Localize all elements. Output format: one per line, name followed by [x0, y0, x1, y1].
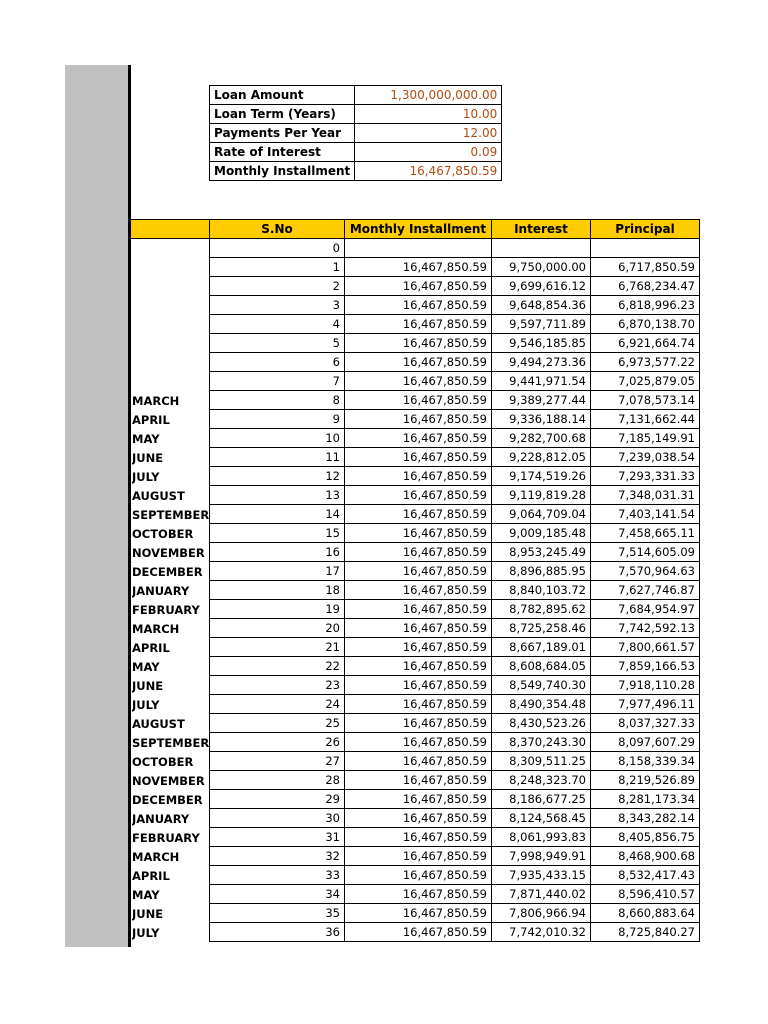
cell-sno: 24 — [210, 695, 345, 714]
table-row — [210, 657, 700, 676]
month-label: OCTOBER — [132, 755, 194, 769]
cell-installment: 16,467,850.59 — [345, 467, 492, 486]
cell-interest: 8,370,243.30 — [492, 733, 591, 752]
cell-installment: 16,467,850.59 — [345, 733, 492, 752]
table-row — [210, 562, 700, 581]
cell-principal: 6,921,664.74 — [591, 334, 700, 353]
cell-installment: 16,467,850.59 — [345, 562, 492, 581]
cell-interest: 8,430,523.26 — [492, 714, 591, 733]
cell-interest: 8,608,684.05 — [492, 657, 591, 676]
summary-value: 10.00 — [355, 105, 502, 124]
table-row — [210, 695, 700, 714]
summary-value: 16,467,850.59 — [355, 162, 502, 181]
cell-interest: 9,699,616.12 — [492, 277, 591, 296]
cell-principal — [591, 239, 700, 258]
month-label: JUNE — [132, 451, 164, 465]
cell-principal: 8,725,840.27 — [591, 923, 700, 942]
cell-interest: 9,389,277.44 — [492, 391, 591, 410]
month-label: FEBRUARY — [132, 603, 200, 617]
amortization-table — [209, 219, 700, 942]
cell-sno: 9 — [210, 410, 345, 429]
cell-interest: 9,546,185.85 — [492, 334, 591, 353]
summary-label: Loan Term (Years) — [210, 105, 355, 124]
cell-installment: 16,467,850.59 — [345, 334, 492, 353]
cell-sno: 5 — [210, 334, 345, 353]
cell-sno: 26 — [210, 733, 345, 752]
cell-principal: 7,514,605.09 — [591, 543, 700, 562]
cell-interest: 8,667,189.01 — [492, 638, 591, 657]
month-label: NOVEMBER — [132, 774, 205, 788]
cell-installment: 16,467,850.59 — [345, 600, 492, 619]
cell-sno: 14 — [210, 505, 345, 524]
month-label: MARCH — [132, 850, 180, 864]
cell-sno: 27 — [210, 752, 345, 771]
column-divider — [128, 65, 131, 947]
month-label: AUGUST — [132, 717, 185, 731]
table-row — [210, 885, 700, 904]
month-labels — [132, 240, 210, 943]
cell-installment: 16,467,850.59 — [345, 581, 492, 600]
cell-principal: 7,800,661.57 — [591, 638, 700, 657]
cell-principal: 6,870,138.70 — [591, 315, 700, 334]
cell-installment: 16,467,850.59 — [345, 695, 492, 714]
cell-installment: 16,467,850.59 — [345, 543, 492, 562]
table-row — [210, 733, 700, 752]
month-label: JANUARY — [132, 812, 190, 826]
cell-interest: 9,119,819.28 — [492, 486, 591, 505]
table-row — [210, 847, 700, 866]
cell-sno: 2 — [210, 277, 345, 296]
table-row — [210, 771, 700, 790]
summary-value: 0.09 — [355, 143, 502, 162]
table-row — [210, 714, 700, 733]
col-header-interest: Interest — [492, 220, 591, 239]
cell-principal: 7,239,038.54 — [591, 448, 700, 467]
table-row — [210, 600, 700, 619]
cell-principal: 7,684,954.97 — [591, 600, 700, 619]
table-row — [210, 752, 700, 771]
cell-interest: 8,782,895.62 — [492, 600, 591, 619]
cell-interest — [492, 239, 591, 258]
table-row — [210, 904, 700, 923]
month-label: SEPTEMBER — [132, 736, 210, 750]
cell-installment: 16,467,850.59 — [345, 410, 492, 429]
cell-sno: 21 — [210, 638, 345, 657]
cell-sno: 0 — [210, 239, 345, 258]
cell-sno: 28 — [210, 771, 345, 790]
cell-interest: 9,336,188.14 — [492, 410, 591, 429]
cell-principal: 6,717,850.59 — [591, 258, 700, 277]
cell-installment: 16,467,850.59 — [345, 638, 492, 657]
cell-installment: 16,467,850.59 — [345, 847, 492, 866]
cell-interest: 7,742,010.32 — [492, 923, 591, 942]
cell-interest: 7,806,966.94 — [492, 904, 591, 923]
cell-sno: 3 — [210, 296, 345, 315]
table-row — [210, 809, 700, 828]
cell-principal: 7,131,662.44 — [591, 410, 700, 429]
cell-principal: 8,097,607.29 — [591, 733, 700, 752]
col-header-installment: Monthly Installment — [345, 220, 492, 239]
month-label — [132, 259, 210, 278]
cell-principal: 8,405,856.75 — [591, 828, 700, 847]
table-row — [210, 239, 700, 258]
table-row — [210, 277, 700, 296]
summary-row — [210, 143, 502, 162]
cell-sno: 17 — [210, 562, 345, 581]
month-label — [132, 354, 210, 373]
month-label: JULY — [132, 926, 160, 940]
summary-row — [210, 124, 502, 143]
cell-sno: 32 — [210, 847, 345, 866]
cell-installment: 16,467,850.59 — [345, 790, 492, 809]
month-label: MAY — [132, 432, 160, 446]
cell-principal: 7,293,331.33 — [591, 467, 700, 486]
cell-principal: 7,458,665.11 — [591, 524, 700, 543]
cell-installment: 16,467,850.59 — [345, 657, 492, 676]
cell-principal: 7,570,964.63 — [591, 562, 700, 581]
cell-principal: 8,660,883.64 — [591, 904, 700, 923]
cell-interest: 7,935,433.15 — [492, 866, 591, 885]
month-label: APRIL — [132, 869, 170, 883]
cell-installment: 16,467,850.59 — [345, 372, 492, 391]
cell-principal: 8,037,327.33 — [591, 714, 700, 733]
month-label: NOVEMBER — [132, 546, 205, 560]
cell-installment: 16,467,850.59 — [345, 296, 492, 315]
cell-principal: 7,025,879.05 — [591, 372, 700, 391]
cell-principal: 7,348,031.31 — [591, 486, 700, 505]
cell-sno: 25 — [210, 714, 345, 733]
cell-installment: 16,467,850.59 — [345, 315, 492, 334]
summary-row — [210, 105, 502, 124]
cell-principal: 8,281,173.34 — [591, 790, 700, 809]
cell-sno: 23 — [210, 676, 345, 695]
cell-interest: 8,953,245.49 — [492, 543, 591, 562]
cell-installment: 16,467,850.59 — [345, 277, 492, 296]
table-row — [210, 334, 700, 353]
cell-sno: 19 — [210, 600, 345, 619]
cell-principal: 7,742,592.13 — [591, 619, 700, 638]
month-label — [132, 240, 210, 259]
month-label: DECEMBER — [132, 565, 203, 579]
month-label: JULY — [132, 470, 160, 484]
summary-value: 1,300,000,000.00 — [355, 86, 502, 105]
cell-interest: 9,282,700.68 — [492, 429, 591, 448]
cell-installment: 16,467,850.59 — [345, 676, 492, 695]
cell-installment: 16,467,850.59 — [345, 885, 492, 904]
cell-interest: 8,124,568.45 — [492, 809, 591, 828]
month-label — [132, 316, 210, 335]
cell-sno: 1 — [210, 258, 345, 277]
month-label: FEBRUARY — [132, 831, 200, 845]
month-label: SEPTEMBER — [132, 508, 210, 522]
cell-sno: 10 — [210, 429, 345, 448]
summary-label: Monthly Installment — [210, 162, 355, 181]
cell-sno: 4 — [210, 315, 345, 334]
cell-interest: 8,186,677.25 — [492, 790, 591, 809]
cell-sno: 35 — [210, 904, 345, 923]
summary-label: Rate of Interest — [210, 143, 355, 162]
cell-principal: 7,627,746.87 — [591, 581, 700, 600]
cell-installment: 16,467,850.59 — [345, 809, 492, 828]
summary-label: Loan Amount — [210, 86, 355, 105]
month-label: APRIL — [132, 641, 170, 655]
header-band — [131, 219, 210, 239]
month-label: JANUARY — [132, 584, 190, 598]
cell-interest: 8,248,323.70 — [492, 771, 591, 790]
summary-row — [210, 162, 502, 181]
cell-sno: 18 — [210, 581, 345, 600]
cell-sno: 16 — [210, 543, 345, 562]
col-header-principal: Principal — [591, 220, 700, 239]
cell-interest: 8,840,103.72 — [492, 581, 591, 600]
table-row — [210, 828, 700, 847]
cell-interest: 9,009,185.48 — [492, 524, 591, 543]
cell-installment: 16,467,850.59 — [345, 828, 492, 847]
cell-installment: 16,467,850.59 — [345, 866, 492, 885]
row-header-gutter — [65, 65, 129, 947]
cell-interest: 9,064,709.04 — [492, 505, 591, 524]
summary-row — [210, 86, 502, 105]
cell-interest: 8,725,258.46 — [492, 619, 591, 638]
cell-installment: 16,467,850.59 — [345, 904, 492, 923]
table-row — [210, 676, 700, 695]
cell-sno: 36 — [210, 923, 345, 942]
table-row — [210, 866, 700, 885]
cell-installment — [345, 239, 492, 258]
cell-installment: 16,467,850.59 — [345, 771, 492, 790]
cell-principal: 6,768,234.47 — [591, 277, 700, 296]
cell-interest: 9,750,000.00 — [492, 258, 591, 277]
month-label: OCTOBER — [132, 527, 194, 541]
table-row — [210, 790, 700, 809]
cell-sno: 31 — [210, 828, 345, 847]
cell-principal: 7,403,141.54 — [591, 505, 700, 524]
cell-interest: 8,490,354.48 — [492, 695, 591, 714]
month-label: MAY — [132, 888, 160, 902]
table-row — [210, 448, 700, 467]
cell-sno: 29 — [210, 790, 345, 809]
cell-interest: 9,174,519.26 — [492, 467, 591, 486]
cell-installment: 16,467,850.59 — [345, 505, 492, 524]
cell-interest: 9,494,273.36 — [492, 353, 591, 372]
cell-installment: 16,467,850.59 — [345, 353, 492, 372]
cell-installment: 16,467,850.59 — [345, 486, 492, 505]
table-row — [210, 923, 700, 942]
table-row — [210, 258, 700, 277]
cell-installment: 16,467,850.59 — [345, 923, 492, 942]
cell-sno: 7 — [210, 372, 345, 391]
month-label: JUNE — [132, 679, 164, 693]
cell-installment: 16,467,850.59 — [345, 524, 492, 543]
table-row — [210, 543, 700, 562]
cell-principal: 8,596,410.57 — [591, 885, 700, 904]
cell-installment: 16,467,850.59 — [345, 752, 492, 771]
table-row — [210, 353, 700, 372]
cell-principal: 6,818,996.23 — [591, 296, 700, 315]
cell-principal: 8,343,282.14 — [591, 809, 700, 828]
cell-principal: 7,977,496.11 — [591, 695, 700, 714]
cell-interest: 9,228,812.05 — [492, 448, 591, 467]
table-row — [210, 524, 700, 543]
cell-principal: 8,158,339.34 — [591, 752, 700, 771]
cell-interest: 8,549,740.30 — [492, 676, 591, 695]
summary-value: 12.00 — [355, 124, 502, 143]
cell-sno: 8 — [210, 391, 345, 410]
cell-principal: 6,973,577.22 — [591, 353, 700, 372]
cell-interest: 9,441,971.54 — [492, 372, 591, 391]
cell-principal: 7,078,573.14 — [591, 391, 700, 410]
month-label — [132, 335, 210, 354]
table-row — [210, 429, 700, 448]
cell-interest: 9,597,711.89 — [492, 315, 591, 334]
cell-installment: 16,467,850.59 — [345, 714, 492, 733]
cell-interest: 7,998,949.91 — [492, 847, 591, 866]
month-label: MARCH — [132, 394, 180, 408]
cell-interest: 9,648,854.36 — [492, 296, 591, 315]
table-row — [210, 391, 700, 410]
col-header-sno: S.No — [210, 220, 345, 239]
month-label: JUNE — [132, 907, 164, 921]
table-row — [210, 505, 700, 524]
table-row — [210, 581, 700, 600]
table-row — [210, 467, 700, 486]
month-label — [132, 373, 210, 392]
cell-principal: 8,532,417.43 — [591, 866, 700, 885]
cell-interest: 8,896,885.95 — [492, 562, 591, 581]
cell-sno: 20 — [210, 619, 345, 638]
cell-interest: 7,871,440.02 — [492, 885, 591, 904]
cell-sno: 15 — [210, 524, 345, 543]
table-row — [210, 619, 700, 638]
cell-sno: 34 — [210, 885, 345, 904]
loan-summary-table — [209, 85, 502, 181]
summary-label: Payments Per Year — [210, 124, 355, 143]
cell-sno: 11 — [210, 448, 345, 467]
cell-installment: 16,467,850.59 — [345, 619, 492, 638]
cell-installment: 16,467,850.59 — [345, 391, 492, 410]
month-label: MAY — [132, 660, 160, 674]
month-label — [132, 297, 210, 316]
month-label: DECEMBER — [132, 793, 203, 807]
cell-installment: 16,467,850.59 — [345, 448, 492, 467]
month-label: AUGUST — [132, 489, 185, 503]
cell-principal: 7,918,110.28 — [591, 676, 700, 695]
month-label: APRIL — [132, 413, 170, 427]
cell-sno: 12 — [210, 467, 345, 486]
table-row — [210, 638, 700, 657]
month-label: MARCH — [132, 622, 180, 636]
cell-principal: 8,219,526.89 — [591, 771, 700, 790]
table-row — [210, 410, 700, 429]
table-header-row — [210, 220, 700, 239]
cell-installment: 16,467,850.59 — [345, 429, 492, 448]
table-row — [210, 372, 700, 391]
cell-sno: 6 — [210, 353, 345, 372]
table-row — [210, 315, 700, 334]
cell-sno: 22 — [210, 657, 345, 676]
cell-sno: 13 — [210, 486, 345, 505]
cell-installment: 16,467,850.59 — [345, 258, 492, 277]
month-label — [132, 278, 210, 297]
month-label: JULY — [132, 698, 160, 712]
cell-interest: 8,309,511.25 — [492, 752, 591, 771]
cell-sno: 33 — [210, 866, 345, 885]
cell-sno: 30 — [210, 809, 345, 828]
cell-principal: 7,859,166.53 — [591, 657, 700, 676]
cell-interest: 8,061,993.83 — [492, 828, 591, 847]
cell-principal: 7,185,149.91 — [591, 429, 700, 448]
table-row — [210, 296, 700, 315]
cell-principal: 8,468,900.68 — [591, 847, 700, 866]
table-row — [210, 486, 700, 505]
